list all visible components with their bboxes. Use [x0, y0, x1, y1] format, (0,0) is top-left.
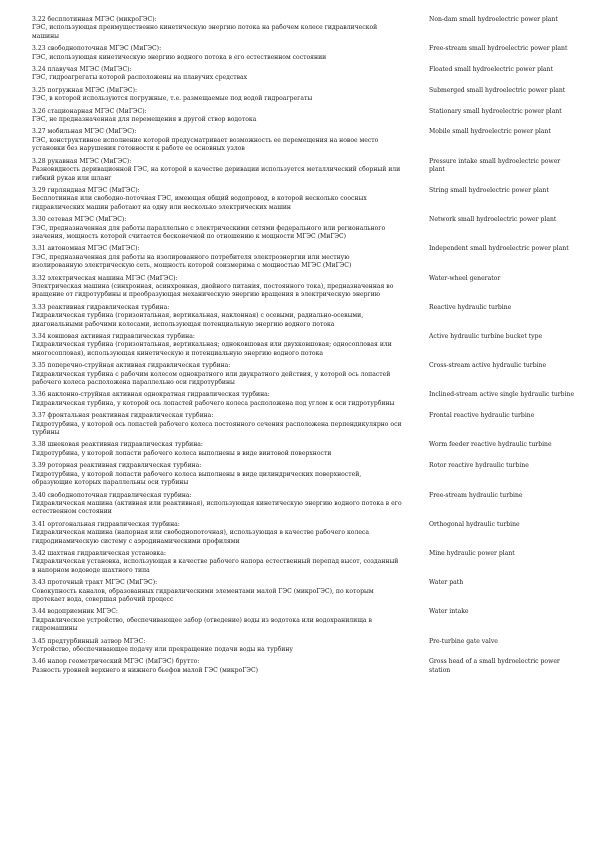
term-entry [32, 462, 575, 487]
term-entry [32, 216, 575, 241]
russian-definition [32, 45, 402, 62]
term-title: 3.32 электрическая машина МГЭС (МиГЭС): [32, 274, 178, 282]
term-entry [32, 412, 575, 437]
russian-definition [32, 550, 402, 575]
english-equivalent: Orthogonal hydraulic turbine [429, 520, 520, 528]
term-definition: Разность уровней верхнего и нижнего бьефов малой ГЭС (микроГЭС) [32, 666, 259, 674]
term-definition: Гидротурбина, у которой лопасти рабочего колеса выполнены в виде цилиндрических поверхностей, образующие которых параллельны оси турбины [32, 470, 362, 487]
english-equivalent: Mobile small hydroelectric power plant [429, 128, 551, 136]
term-title: 3.28 рукавная МГЭС (МиГЭС): [32, 157, 132, 165]
term-definition: Электрическая машина (синхронная, асинхронная, двойного питания, постоянного тока), предназначенная во вращение от гидротурбины и преобразующая механическую энергию вращения в электрическую энергию [32, 282, 394, 299]
term-title: 3.23 свободнопоточная МГЭС (МиГЭС): [32, 45, 162, 53]
russian-definition [32, 158, 402, 183]
term-entry [32, 128, 575, 153]
term-definition: ГЭС, в которой используются погружные, т.е. размещаемые под водой гидроагрегаты [32, 95, 313, 103]
term-entry [32, 158, 575, 183]
term-definition: Разновидность деривационной ГЭС, на которой в качестве деривации используется металлический сборный или гибкий рукав или шланг [32, 166, 401, 182]
english-equivalent: Rotor reactive hydraulic turbine [429, 462, 529, 470]
english-equivalent: Pressure intake small hydroelectric power plant [429, 157, 561, 174]
term-entry [32, 638, 575, 655]
english-equivalent: Active hydraulic turbine bucket type [429, 333, 543, 340]
term-title: 3.33 реактивная гидравлическая турбина: [32, 303, 170, 311]
english-equivalent: Water-wheel generator [429, 274, 501, 282]
english-equivalent: Free-stream small hydroelectric power plant [429, 45, 568, 53]
english-equivalent: Network small hydroelectric power plant [429, 216, 557, 224]
russian-definition [32, 16, 402, 41]
term-title: 3.29 гирляндная МГЭС (МиГЭС): [32, 186, 140, 194]
term-title: 3.34 ковшовая активная гидравлическая турбина: [32, 333, 195, 340]
term-definition: Совокупность каналов, образованных гидравлическими элементами малой ГЭС (микроГЭС), по которым протекает вода, совершая рабочий процесс [32, 587, 374, 603]
english-equivalent: Independent small hydroelectric power plant [429, 245, 569, 253]
english-equivalent: Non-dam small hydroelectric power plant [429, 16, 558, 23]
term-definition: Гидравлическая турбина (горизонтальная, вертикальная, наклонная) с осевыми, радиально-осевыми, диагональными рабочими колесами, использующая потенциальную энергию водного потока [32, 312, 364, 328]
russian-definition [32, 87, 402, 104]
term-title: 3.22 бесплотинная МГЭС (микроГЭС): [32, 16, 157, 23]
english-equivalent: Frontal reactive hydraulic turbine [429, 412, 535, 420]
term-definition: Гидротурбина, у которой ось лопастей рабочего колеса постоянного сечения расположена перпендикулярно оси турбины [32, 420, 402, 437]
term-definition: Гидравлическая турбина, у которой ось лопастей рабочего колеса расположена под углом к оси гидротурбины [32, 399, 395, 407]
term-definition: ГЭС, предназначенная для работы параллельно с электрическими сетями федерального или регионального значения, мощность которой считается бесконечной по отношению к мощности МГЭС (МиГЭС) [32, 224, 386, 240]
term-title: 3.31 автономная МГЭС (МиГЭС): [32, 245, 140, 253]
russian-definition [32, 362, 402, 387]
term-title: 3.40 свободнопоточная гидравлическая турбина: [32, 491, 192, 499]
term-title: 3.24 плавучая МГЭС (МиГЭС): [32, 66, 132, 74]
russian-definition [32, 275, 402, 300]
term-definition: Гидравлическая установка, использующая в качестве рабочего напора естественный перепад высот, созданный в напорном водоводе шахтного типа [32, 558, 399, 574]
term-entry [32, 16, 575, 41]
russian-definition [32, 462, 402, 487]
english-equivalent: Mine hydraulic power plant [429, 549, 515, 557]
russian-definition [32, 304, 402, 329]
english-equivalent: Water intake [429, 608, 469, 616]
russian-definition [32, 333, 402, 358]
term-entry [32, 245, 575, 270]
english-equivalent: Inclined-stream active single hydraulic turbine [429, 391, 575, 399]
russian-definition [32, 579, 402, 604]
term-definition: Устройство, обеспечивающее подачу или прекращение подачи воды на турбину [32, 646, 293, 653]
term-title: 3.37 фронтальная реактивная гидравлическая турбина: [32, 412, 214, 420]
russian-definition [32, 391, 402, 408]
term-definition: ГЭС, конструктивное исполнение которой предусматривает возможность ее перемещения на новое место установки без нарушения готовности к работе ее основных узлов [32, 136, 379, 153]
russian-definition [32, 608, 402, 633]
term-definition: Гидравлическая турбина с рабочим колесом однократного или двукратного действия, у которой ось лопастей рабочего колеса расположена параллельно оси гидротурбины [32, 370, 391, 387]
term-entry [32, 658, 575, 675]
russian-definition [32, 441, 402, 458]
term-definition: Гидротурбина, у которой лопасти рабочего колеса выполнены в виде винтовой поверхности [32, 449, 332, 457]
term-definition: Гидравлическая машина (активная или реактивная), использующая кинетическую энергию водного потока в его естественном состоянии [32, 499, 402, 516]
russian-definition [32, 128, 402, 153]
term-entry [32, 66, 575, 83]
term-title: 3.25 погружная МГЭС (МиГЭС): [32, 86, 138, 94]
term-title: 3.35 поперечно-струйная активная гидравлическая турбина: [32, 362, 231, 370]
russian-definition [32, 658, 402, 675]
russian-definition [32, 521, 402, 546]
term-entry [32, 521, 575, 546]
term-title: 3.42 шахтная гидравлическая установка: [32, 549, 166, 557]
russian-definition [32, 638, 402, 655]
english-equivalent: Gross head of a small hydroelectric power station [429, 658, 560, 674]
russian-definition [32, 108, 402, 125]
english-equivalent: Reactive hydraulic turbine [429, 303, 512, 311]
term-definition: Гидравлическая машина (напорная или свободнопоточная), использующая в качестве рабочего колеса гидродинамическую систему с аэродинамическими профилями [32, 529, 369, 545]
term-entry [32, 550, 575, 575]
term-title: 3.46 напор геометрический МГЭС (МиГЭС) брутто: [32, 658, 200, 666]
term-definition: ГЭС, использующая кинетическую энергию водного потока в его естественном состоянии [32, 53, 327, 61]
term-title: 3.41 ортогональная гидравлическая турбина: [32, 520, 180, 528]
term-entry [32, 304, 575, 329]
english-equivalent: String small hydroelectric power plant [429, 186, 549, 194]
term-title: 3.45 предтурбинный затвор МГЭС: [32, 637, 146, 645]
term-definition: Гидравлическая турбина (горизонтальная, вертикальная; одноковшовая или двухковшовая; односопловая или многосопловая), использующая кинетическую и потенциальную энергию водного потока [32, 341, 392, 357]
term-entry [32, 362, 575, 387]
term-entry [32, 187, 575, 212]
english-equivalent: Submerged small hydroelectric power plant [429, 86, 566, 94]
term-entry [32, 333, 575, 358]
term-definition: ГЭС, использующая преимущественно кинетическую энергию потока на рабочем колесе гидравлической машины [32, 24, 378, 40]
term-title: 3.43 проточный тракт МГЭС (МиГЭС): [32, 579, 158, 587]
russian-definition [32, 245, 402, 270]
term-entry [32, 108, 575, 125]
term-title: 3.26 стационарная МГЭС (МиГЭС): [32, 107, 147, 115]
term-entry [32, 45, 575, 62]
english-equivalent: Stationary small hydroelectric power plant [429, 107, 562, 115]
russian-definition [32, 216, 402, 241]
term-definition: Гидравлическое устройство, обеспечивающее забор (отведение) воды из водотока или водохранилища в гидромашины [32, 616, 372, 633]
term-entry [32, 87, 575, 104]
russian-definition [32, 412, 402, 437]
term-entry [32, 492, 575, 517]
term-definition: Бесплотинная или свободно-поточная ГЭС, имеющая общий водопровод, в которой несколько соосных гидравлических машин работают на одну или несколько электрических машин [32, 195, 367, 211]
term-definition: ГЭС, не предназначенная для перемещения в другой створ водотока [32, 116, 257, 124]
term-title: 3.39 роторная реактивная гидравлическая турбина: [32, 462, 202, 470]
english-equivalent: Water path [429, 579, 464, 587]
term-entry [32, 579, 575, 604]
term-entry [32, 608, 575, 633]
term-title: 3.44 водоприемник МГЭС: [32, 608, 118, 616]
term-entry [32, 275, 575, 300]
english-equivalent: Cross-stream active hydraulic turbine [429, 362, 547, 370]
english-equivalent: Floated small hydroelectric power plant [429, 66, 553, 74]
russian-definition [32, 492, 402, 517]
russian-definition [32, 187, 402, 212]
russian-definition [32, 66, 402, 83]
term-entry [32, 391, 575, 408]
english-equivalent: Free-stream hydraulic turbine [429, 491, 523, 499]
term-definition: ГЭС, гидроагрегаты которой расположены на плавучих средствах [32, 74, 248, 82]
term-title: 3.36 наклонно-струйная активная однократная гидравлическая турбина: [32, 391, 270, 399]
english-equivalent: Pre-turbine gate valve [429, 637, 498, 645]
term-title: 3.27 мобильная МГЭС (МиГЭС): [32, 128, 137, 136]
english-equivalent: Worm feeder reactive hydraulic turbine [429, 441, 552, 449]
term-title: 3.38 шнековая реактивная гидравлическая турбина: [32, 441, 203, 449]
term-entry [32, 441, 575, 458]
term-definition: ГЭС, предназначенная для работы на изолированного потребителя электроэнергии или местную изолированную электрическую сеть, мощность которой соизмерима с мощностью МГЭС (МиГЭС) [32, 253, 352, 270]
term-title: 3.30 сетевая МГЭС (МиГЭС): [32, 216, 127, 224]
